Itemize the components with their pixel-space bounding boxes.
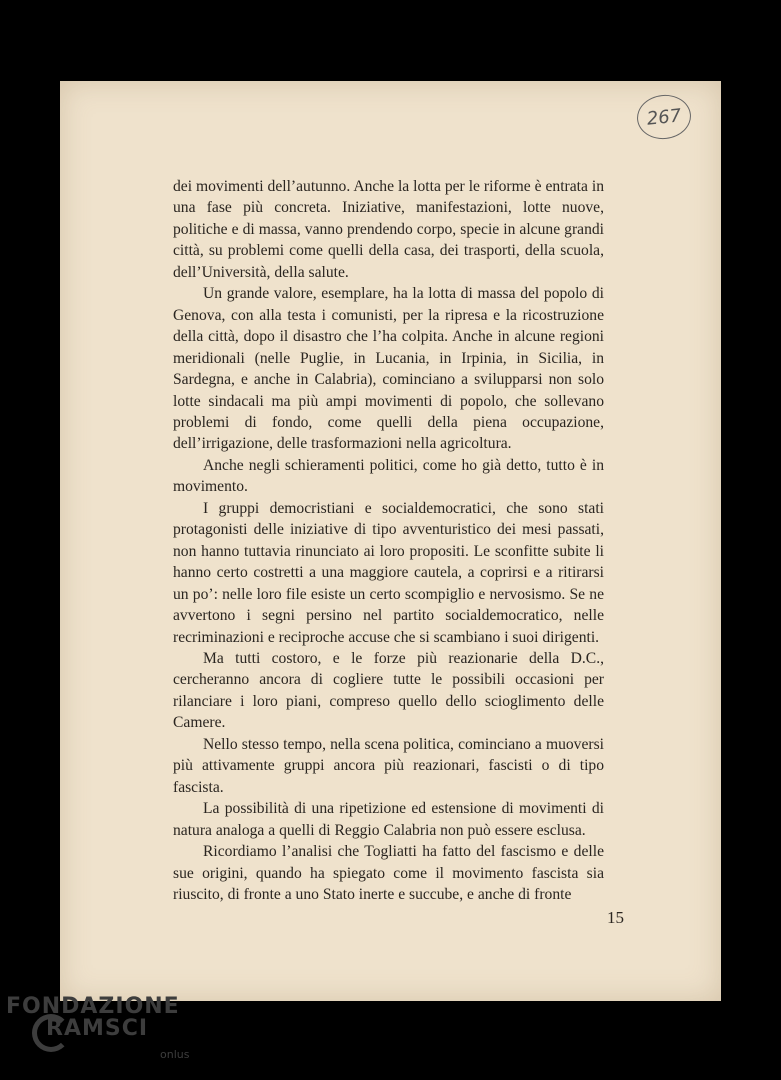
logo-text-line2: RAMSCI <box>46 1016 149 1041</box>
paragraph: Un grande valore, esemplare, ha la lotta di massa del popolo di Genova, con alla testa i comunisti, per la ripresa e la ricostruzione della città, dopo il disastro che l’ha colpita. Anche in alcune regioni meridionali (nelle Puglie, in Lucania, in Irpinia, in Sicilia, in Sardegna, e anche in Calabria), cominciano a svilupparsi non solo lotte sindacali ma più ampi movimenti di popolo, che sollevano problemi di fondo, come quelli della piena occupazione, dell’irrigazione, delle trasformazioni nella agricoltura. <box>173 285 604 453</box>
paragraph: dei movimenti dell’autunno. Anche la lotta per le riforme è entrata in una fase più concreta. Iniziative, manifestazioni, lotte nuove, politiche e di massa, vanno prendendo corpo, specie in alcune grandi città, su problemi come quelli della casa, dei trasporti, della scuola, dell’Università, della salute. <box>173 178 604 281</box>
logo-text-line3: onlus <box>160 1048 190 1061</box>
paragraph: Ma tutti costoro, e le forze più reazionarie della D.C., cercheranno ancora di cogliere tutte le possibili occasioni per rilanciare i loro piani, compreso quello dello scioglimento delle Camere. <box>173 649 604 732</box>
paragraph: I gruppi democristiani e socialdemocratici, che sono stati protagonisti delle iniziative di tipo avventuristico dei mesi passati, non hanno tuttavia rinunciato ai loro propositi. Le sconfitte subite li hanno certo costretti a una maggiore cautela, a coprirsi e a ritirarsi un po’: nelle loro file esiste un certo scompiglio e nervosismo. Se ne avvertono i segni persino nel partito socialdemocratico, nelle recriminazioni e reciproche accuse che si scambiano i suoi dirigenti. <box>173 499 604 646</box>
document-page <box>60 81 721 1001</box>
paragraph: Nello stesso tempo, nella scena politica, cominciano a muoversi più attivamente gruppi ancora più reazionari, fascisti o di tipo fascista. <box>173 735 604 796</box>
paragraph: Ricordiamo l’analisi che Togliatti ha fatto del fascismo e delle sue origini, quando ha spiegato come il movimento fascista sia riuscito, di fronte a uno Stato inerte e succube, e anche di fronte <box>173 843 604 903</box>
page-number: 15 <box>607 908 624 927</box>
logo-text-line1: FONDAZIONE <box>6 994 180 1019</box>
paragraph: La possibilità di una ripetizione ed estensione di movimenti di natura analoga a quelli di Reggio Calabria non può essere esclusa. <box>173 800 604 839</box>
archive-page-stamp: 267 <box>635 92 693 141</box>
body-text <box>173 176 604 905</box>
paragraph: Anche negli schieramenti politici, come ho già detto, tutto è in movimento. <box>173 456 604 496</box>
fondazione-gramsci-logo <box>6 994 206 1074</box>
